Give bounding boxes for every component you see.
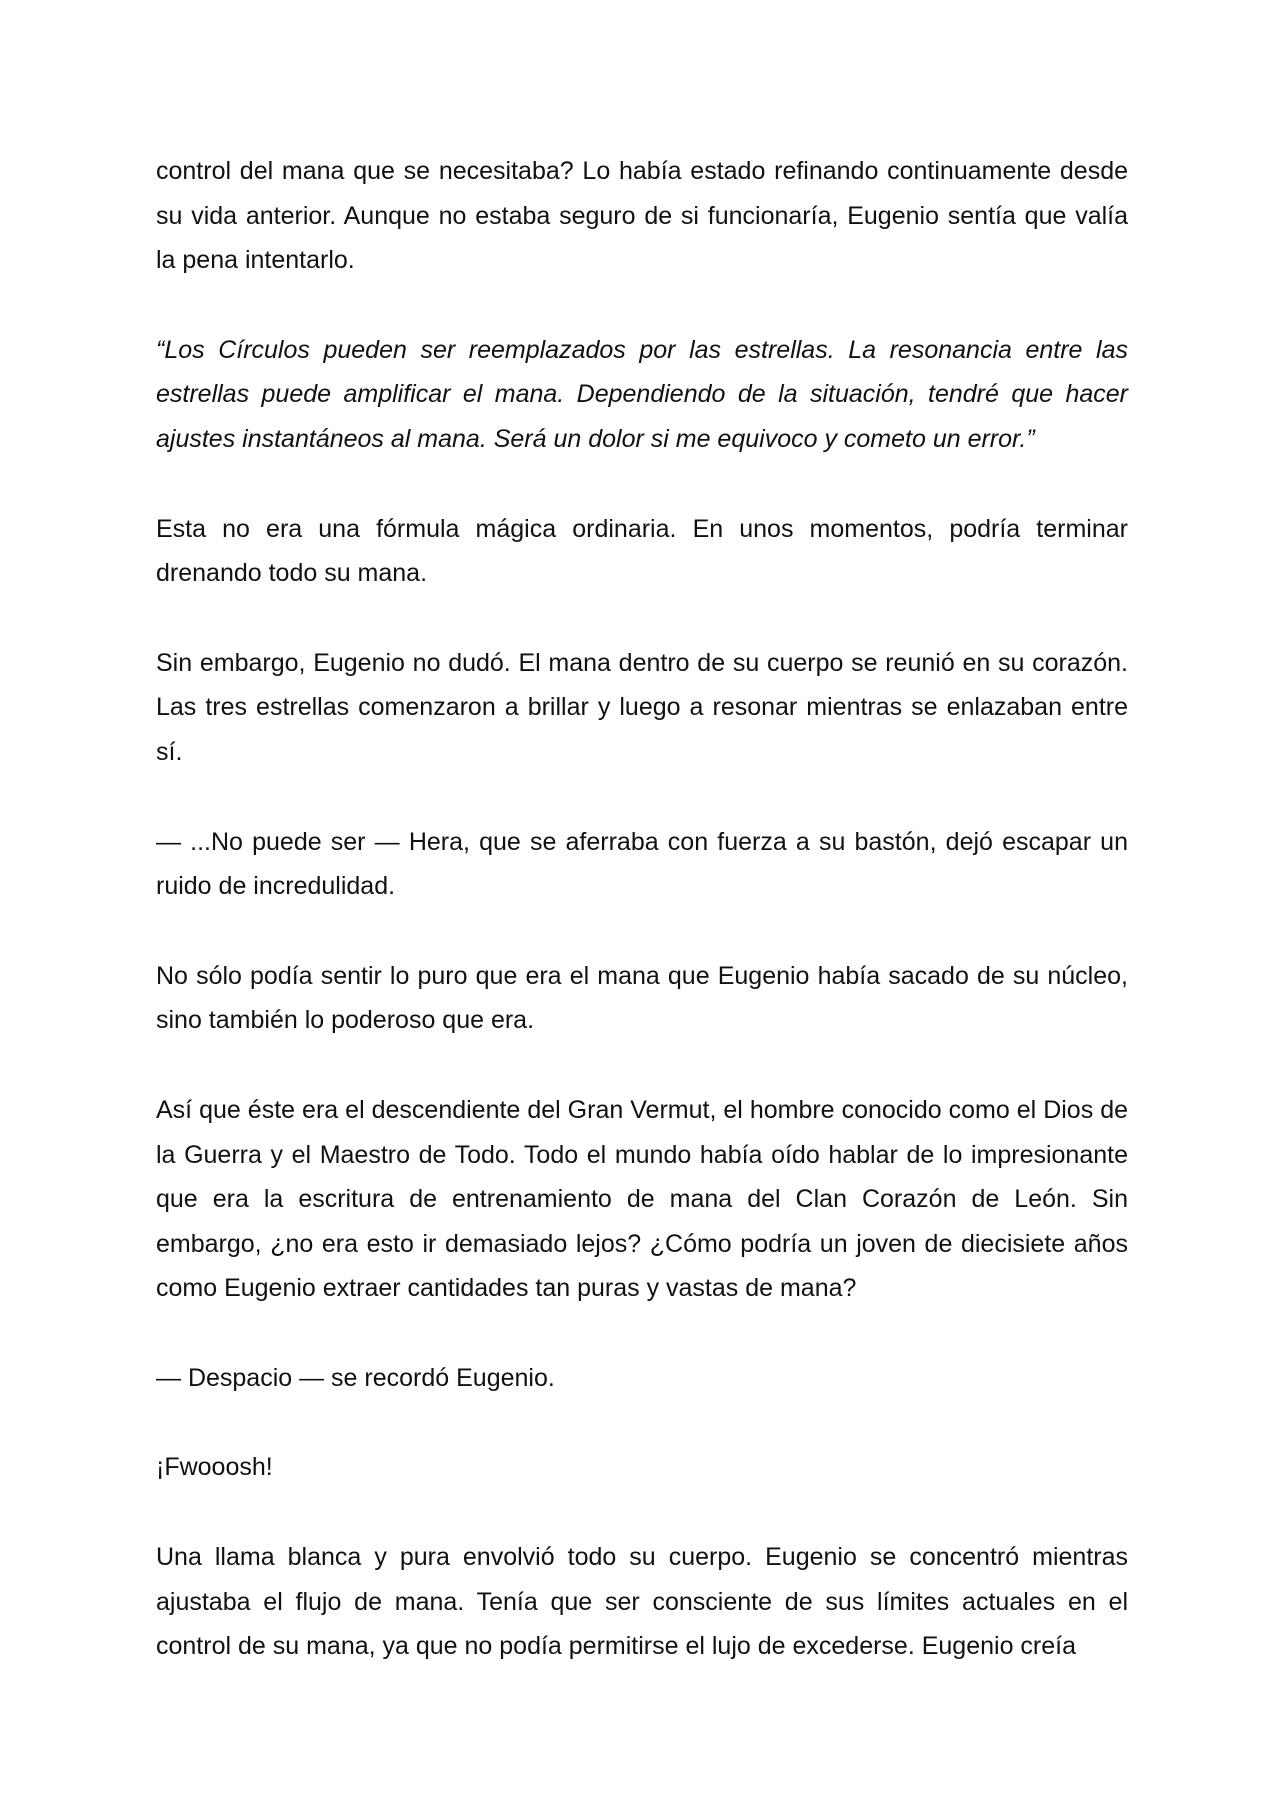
paragraph: Esta no era una fórmula mágica ordinaria. En unos momentos, podría terminar drenando todo su mana. <box>156 514 1128 588</box>
document-page <box>156 149 1128 1714</box>
paragraph: Una llama blanca y pura envolvió todo su cuerpo. Eugenio se concentró mientras ajustaba el flujo de mana. Tenía que ser consciente de sus límites actuales en el control de su mana, ya que no podía permitirse el lujo de excederse. Eugenio creía <box>156 1543 1128 1661</box>
italic-quote-paragraph: “Los Círculos pueden ser reemplazados por las estrellas. La resonancia entre las estrellas puede amplificar el mana. Dependiendo de la situación, tendré que hacer ajustes instantáneos al mana. Será un dolor si me equivoco y cometo un error.” <box>156 335 1128 453</box>
paragraph: Así que éste era el descendiente del Gran Vermut, el hombre conocido como el Dios de la Guerra y el Maestro de Todo. Todo el mundo había oído hablar de lo impresionante que era la escritura de entrenamiento de mana del Clan Corazón de León. Sin embargo, ¿no era esto ir demasiado lejos? ¿Cómo podría un joven de diecisiete años como Eugenio extraer cantidades tan puras y vastas de mana? <box>156 1095 1128 1303</box>
paragraph: No sólo podía sentir lo puro que era el mana que Eugenio había sacado de su núcleo, sino también lo poderoso que era. <box>156 961 1128 1035</box>
paragraph: control del mana que se necesitaba? Lo había estado refinando continuamente desde su vida anterior. Aunque no estaba seguro de si funcionaría, Eugenio sentía que valía la pena intentarlo. <box>156 157 1128 275</box>
sound-effect-paragraph: ¡Fwooosh! <box>156 1453 273 1482</box>
dialogue-paragraph: — Despacio — se recordó Eugenio. <box>156 1363 555 1392</box>
dialogue-paragraph: — ...No puede ser — Hera, que se aferraba con fuerza a su bastón, dejó escapar un ruido de incredulidad. <box>156 827 1128 901</box>
paragraph: Sin embargo, Eugenio no dudó. El mana dentro de su cuerpo se reunió en su corazón. Las tres estrellas comenzaron a brillar y luego a resonar mientras se enlazaban entre sí. <box>156 648 1128 766</box>
